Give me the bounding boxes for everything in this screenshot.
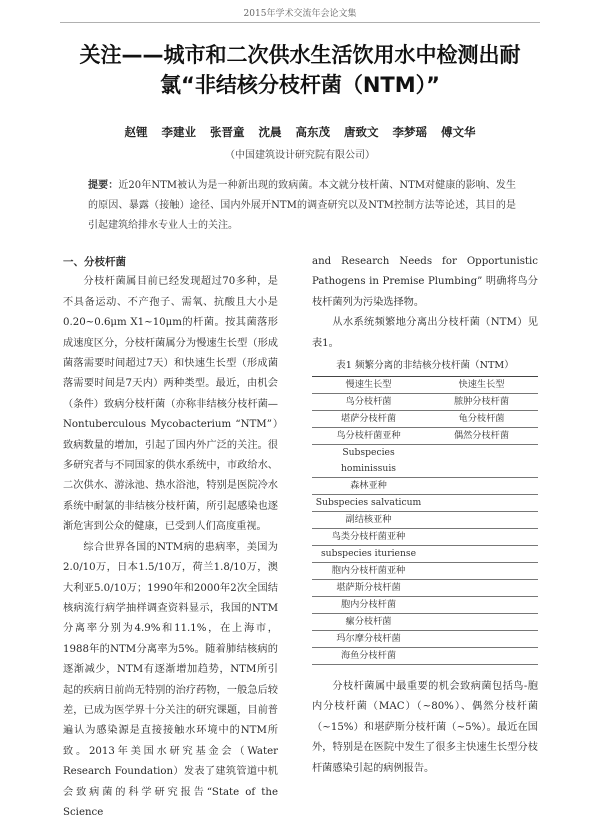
header-rule — [60, 22, 540, 23]
table-row — [312, 614, 538, 631]
table-cell — [425, 512, 538, 529]
title-line-1: 关注——城市和二次供水生活饮用水中检测出耐 — [79, 43, 521, 67]
table-row — [312, 546, 538, 563]
table-cell: 鸟分枝杆菌 — [312, 394, 425, 411]
table-cell: Subspecies hominissuis — [312, 445, 425, 478]
table-row — [312, 495, 538, 512]
table-cell — [425, 495, 538, 512]
table-cell: 森林亚种 — [312, 478, 425, 495]
table-row — [312, 597, 538, 614]
ntm-table — [312, 376, 538, 665]
table-cell — [425, 597, 538, 614]
table-row — [312, 648, 538, 665]
table-cell — [425, 580, 538, 597]
table-row — [312, 411, 538, 428]
abstract-label: 提要： — [88, 180, 119, 191]
table-cell: 副结核亚种 — [312, 512, 425, 529]
right-column — [312, 252, 538, 779]
table-cell: 脓肿分枝杆菌 — [425, 394, 538, 411]
table-cell: 快速生长型 — [425, 377, 538, 394]
table-row — [312, 428, 538, 445]
table-row — [312, 377, 538, 394]
table-cell — [425, 478, 538, 495]
table-row — [312, 478, 538, 495]
table-cell: 鸟类分枝杆菌亚种 — [312, 529, 425, 546]
table-cell: 海鱼分枝杆菌 — [312, 648, 425, 665]
section-heading: 一、分枝杆菌 — [63, 256, 126, 268]
table-cell: 玛尔摩分枝杆菌 — [312, 631, 425, 648]
table-cell: 堪萨分枝杆菌 — [312, 411, 425, 428]
affiliation: （中国建筑设计研究院有限公司） — [225, 150, 375, 161]
table-cell: 鸟分枝杆菌亚种 — [312, 428, 425, 445]
table-row — [312, 529, 538, 546]
author-list: 赵锂 李建业 张晋童 沈晨 高东茂 唐致文 李梦瑶 傅文华 — [124, 125, 476, 139]
table-cell: 慢速生长型 — [312, 377, 425, 394]
body-paragraph: 分枝杆菌属目前已经发现超过70多种，是不具备运动、不产孢子、需氧、抗酸且大小是0.20~0.6μm X1~10μm的杆菌。按其菌落形成速度区分，分枝杆菌属分为慢速生长型（形成菌落需要时间超过7天）和快速生长型（形成菌落需要时间是7天内）两种类型。最近，由机会（条件）致病分枝杆菌（亦称非结核分枝杆菌—Nontuberculous Mycobacterium “NTM”）致病数量的增加，引起了国内外广泛的关注。很多研究者与不同国家的供水系统中，市政给水、二次供水、游泳池、热水浴池，特别是医院冷水系统中耐氯的非结核分枝杆菌，所引起感染也逐渐危害到公众的健康，已受到人们高度重视。 — [63, 276, 278, 533]
table-cell: Subspecies salvaticum — [312, 495, 425, 512]
table-cell: subspecies ituriense — [312, 546, 425, 563]
body-paragraph: 从水系统频繁地分离出分枝杆菌（NTM）见表1。 — [312, 317, 538, 349]
body-paragraph: 综合世界各国的NTM病的患病率，美国为2.0/10万，日本1.5/10万，荷兰1.8/10万，澳大利亚5.0/10万；1990年和2000年2次全国结核病流行病学抽样调查资料显示，我国的NTM分离率分别为4.9%和11.1%，在上海市，1988年的NTM分离率为5%。随着肺结核病的逐渐减少，NTM有逐渐增加趋势，NTM所引起的疾病日前尚无特别的治疗药物，一般急后较差，已成为医学界十分关注的研究课题，目前普遍认为感染源是直接接触水环境中的NTM所致。2013年美国水研究基金会（Water Research Foundation）发表了建筑管道中机会致病菌的科学研究报告“State of the Science — [63, 541, 278, 818]
table-cell — [425, 614, 538, 631]
abstract-text: 近20年NTM被认为是一种新出现的致病菌。本文就分枝杆菌、NTM对健康的影响、发生的原因、暴露（接触）途径、国内外展开NTM的调查研究以及NTM控制方法等论述，其目的是引起建筑给排水专业人士的关注。 — [88, 180, 516, 231]
running-header: 2015年学术交流年会论文集 — [243, 9, 357, 19]
body-paragraph: and Research Needs for Opportunistic Pathogens in Premise Plumbing” 明确将鸟分枝杆菌列为污染选择物。 — [312, 256, 538, 308]
table-row — [312, 631, 538, 648]
table-row — [312, 394, 538, 411]
table-cell: 瘰分枝杆菌 — [312, 614, 425, 631]
table-cell: 偶然分枝杆菌 — [425, 428, 538, 445]
left-column — [63, 252, 278, 823]
table-cell: 胞内分枝杆菌亚种 — [312, 563, 425, 580]
table-cell: 龟分枝杆菌 — [425, 411, 538, 428]
title-line-2: 氯“非结核分枝杆菌（NTM）” — [160, 73, 440, 97]
body-paragraph: 分枝杆菌属中最重要的机会致病菌包括鸟-胞内分枝杆菌（MAC）（~80%）、偶然分枝杆菌（~15%）和堪萨斯分枝杆菌（~5%）。最近在国外，特别是在医院中发生了很多主快速生长型分枝杆菌感染引起的病例报告。 — [312, 681, 538, 774]
table-cell — [425, 648, 538, 665]
table-cell — [425, 546, 538, 563]
table-cell — [425, 529, 538, 546]
table-cell: 胞内分枝杆菌 — [312, 597, 425, 614]
table-cell — [425, 445, 538, 478]
paper-title — [40, 40, 560, 100]
table-caption: 表1 频繁分离的非结核分枝杆菌（NTM） — [336, 360, 514, 372]
table-row — [312, 445, 538, 478]
abstract — [88, 176, 516, 236]
table-row — [312, 512, 538, 529]
table-cell — [425, 563, 538, 580]
table-cell: 堪萨斯分枝杆菌 — [312, 580, 425, 597]
table-cell — [425, 631, 538, 648]
table-row — [312, 563, 538, 580]
table-row — [312, 580, 538, 597]
